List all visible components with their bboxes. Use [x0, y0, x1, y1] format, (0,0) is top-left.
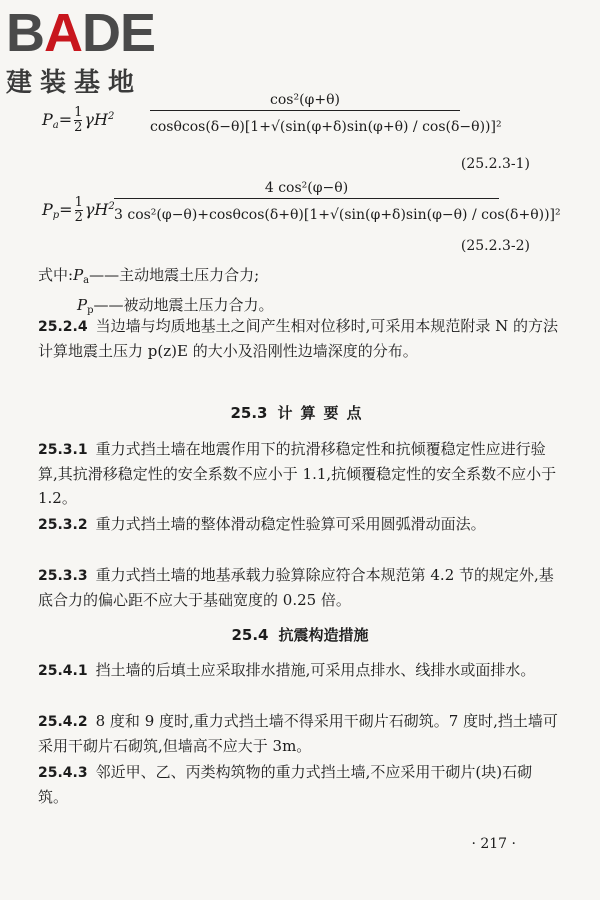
equation-1-number: (25.2.3-1): [460, 156, 530, 172]
logo-chinese: 建装基地: [6, 68, 143, 98]
equation-2-fraction: [114, 178, 561, 225]
bade-logo: [6, 3, 181, 98]
equation-2-numerator: 4 cos²(φ−θ): [264, 180, 349, 196]
clause-25-2-4: 25.2.4 当边墙与均质地基土之间产生相对位移时,可采用本规范附录 N 的方法计算地震土压力 p(z)E 的大小及沿刚性边墙深度的分布。: [38, 317, 559, 360]
clause-25-4-2: 25.4.2 8 度和 9 度时,重力式挡土墙不得采用干砌片石砌筑。7 度时,挡土墙可采用干砌片石砌筑,但墙高不应大于 3m。: [38, 712, 558, 755]
section-heading-25-3: 25.3 计算要点: [230, 404, 370, 422]
equation-1-lhs: $P_a=$ $\frac{1}{2}$ $\gamma H^2$: [42, 105, 115, 135]
section-heading-25-4: 25.4 抗震构造措施: [231, 626, 369, 644]
equation-1-denominator: cosθcos(δ−θ)[1+√(sin(φ+δ)sin(φ+θ) / cos(δ−θ))]²: [150, 119, 502, 135]
equation-1-fraction: [150, 90, 502, 137]
clause-25-3-3: 25.3.3 重力式挡土墙的地基承载力验算除应符合本规范第 4.2 节的规定外,基底合力的偏心距不应大于基础宽度的 0.25 倍。: [38, 566, 554, 609]
clause-25-3-2: 25.3.2 重力式挡土墙的整体滑动稳定性验算可采用圆弧滑动面法。: [38, 515, 486, 533]
clause-25-3-1: 25.3.1 重力式挡土墙在地震作用下的抗滑移稳定性和抗倾覆稳定性应进行验算,其抗滑移稳定性的安全系数不应小于 1.1,抗倾覆稳定性的安全系数不应小于 1.2。: [38, 440, 557, 507]
page-number: · 217 ·: [471, 836, 516, 852]
logo-latin: B A DE: [6, 3, 156, 63]
equation-2-denominator: 3 cos²(φ−θ)+cosθcos(δ+θ)[1+√(sin(φ+δ)sin(φ−θ) / cos(δ+θ))]²: [114, 207, 561, 223]
equation-2-number: (25.2.3-2): [460, 238, 530, 254]
clause-25-4-3: 25.4.3 邻近甲、乙、丙类构筑物的重力式挡土墙,不应采用干砌片(块)石砌筑。: [38, 763, 533, 806]
equation-1-numerator: cos²(φ+θ): [270, 92, 340, 108]
equation-2-lhs: $P_p=$ $\frac{1}{2}$ $\gamma H^2$: [42, 195, 115, 225]
clause-25-4-1: 25.4.1 挡土墙的后填土应采取排水措施,可采用点排水、线排水或面排水。: [38, 661, 536, 679]
where-block: 式中$:P_a——$主动地震土压力合力; $P_p——$被动地震土压力合力。: [38, 266, 274, 316]
